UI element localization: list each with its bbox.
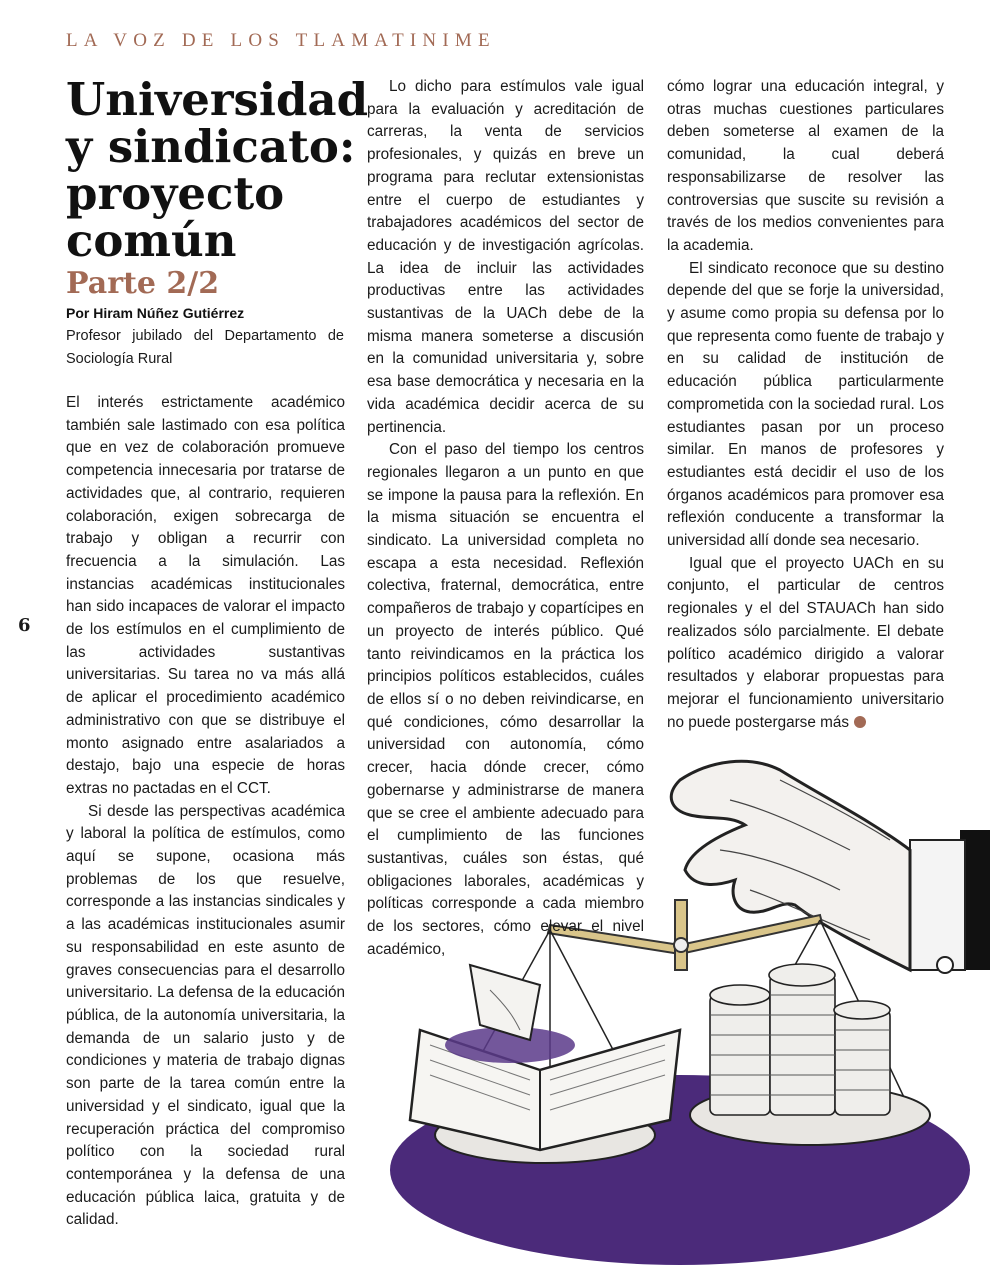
paragraph: Con el paso del tiempo los centros regionales llegaron a un punto en que se impone la pausa para la reflexión. En la misma situación se encuentra el sindicato. La universidad completa no escapa a esta necesidad. Reflexión colectiva, fraternal, democrática, entre compañeros de trabajo y copartícipes en un proyecto de interés público. Qué tanto reivindicamos en la práctica los principios políticos establecidos, cuáles de ellos sí o no deben reivindicarse, en qué condiciones, cómo desarrollar la universidad con autonomía, cómo crecer, hacia dónde crecer, cómo gobernarse y administrarse de manera que se cree el ambiente adecuado para el cumplimiento de las funciones sustantivas, cuáles son éstas, qué obligaciones laborales, académicas y políticas corresponde a cada miembro de los sectores, cómo elevar el nivel académico, [367,441,644,958]
end-mark-icon [854,716,866,728]
paragraph: Si desde las perspectivas académica y laboral la política de estímulos, como aquí se supone, ocasiona más problemas de los que resuelve, corresponde a las instancias sindicales y a las académicas institucionales asumir su responsabilidad en este asunto de graves consecuencias para el desarrollo universitario. La defensa de la educación pública, de la autonomía universitaria, la demanda de un salario justo y de condiciones y materia de trabajo dignas son parte de la tarea común entre la universidad y el sindicato, igual que la recuperación práctica del compromiso político con la sociedad rural contemporánea y la defensa de una educación pública laica, gratuita y de calidad. [66,802,345,1229]
author-affiliation: Profesor jubilado del Departamento de Sociología Rural [66,328,344,367]
book-pan [410,965,680,1163]
column-1 [66,392,345,1232]
article-byline: Por Hiram Núñez Gutiérrez [66,305,245,321]
coin-pan [690,964,930,1145]
column-2 [367,76,644,961]
paragraph-text: Igual que el proyecto UACh en su conjunto, el particular de centros regionales y el del STAUACh han sido realizados sólo parcialmente. El debate político académico dirigido a valorar resultados y elaborar propuestas para mejorar el funcionamiento universitario no puede postergarse más [667,554,944,731]
column-3 [667,76,944,734]
running-title: LA VOZ DE LOS TLAMATINIME [66,30,496,51]
paragraph: El sindicato reconoce que su destino depende del que se forje la universidad, y asume como propia su defensa por lo que representa como fuente de trabajo y en su calidad de institución de educación pública particularmente comprometida con la sociedad rural. Los estudiantes pasan por un proceso similar. En manos de profesores y estudiantes está decidir el uso de los órganos académicos para promover esa reflexión conducente a transformar la universidad allí donde sea necesario. [667,259,944,550]
page-number: 6 [18,615,31,636]
paragraph: cómo lograr una educación integral, y otras muchas cuestiones particulares deben someterse al examen de la comunidad, la cual deberá responsabilizarse de resolver las controversias que suscite su revisión a través de los medios convenientes para la academia. [667,78,944,254]
paragraph: El interés estrictamente académico también sale lastimado con esa política que en vez de colaboración promueve competencia innecesaria por tratarse de actividades que, al contrario, requieren colaboración, exigen sobrecarga de trabajo y obligan a recurrir con frecuencia a la simulación. Las instancias académicas institucionales han sido incapaces de valorar el impacto de los estímulos en el cumplimiento de las actividades sustantivas universitarias. Su tarea no va más allá de aplicar el procedimiento académico administrativo con que se distribuye el monto asignado entre asalariados a destajo, bajo una especie de horas extras no pactadas en el CCT. [66,394,345,797]
article-title: Universidad y sindicato: proyecto común [66,73,369,267]
sleeve [910,830,990,973]
paragraph-final [667,553,944,735]
article-part: Parte 2/2 [66,266,220,301]
paragraph: Lo dicho para estímulos vale igual para la evaluación y acreditación de carreras, la venta de servicios profesionales, y quizás en breve un programa para reclutar extensionistas entre el cuerpo de estudiantes y trabajadores académicos del sector de educación y de investigación agrícolas. La idea de incluir las actividades productivas entre las actividades sustantivas de la UACh debe de la misma manera someterse a discusión en la comunidad universitaria y, sobre esa base democrática y necesaria en la vida académica decidir acerca de su pertinencia. [367,78,644,436]
